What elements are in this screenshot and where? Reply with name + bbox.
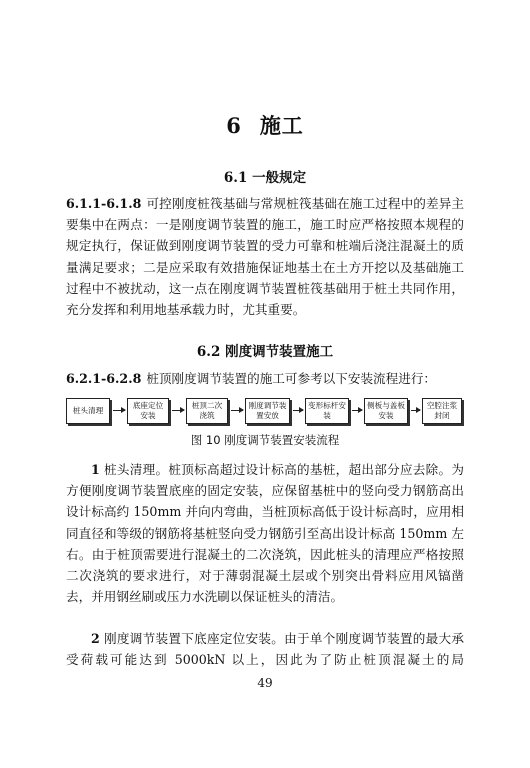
section-name: 刚度调节装置施工	[225, 344, 334, 360]
flow-step-pile-head-cleaning: 桩头清理	[66, 398, 110, 424]
section-name: 一般规定	[252, 170, 307, 186]
list-item-1	[66, 459, 464, 607]
flow-arrow	[113, 410, 125, 411]
item-text: 桩头清理。桩顶标高超过设计标高的基桩，超出部分应去除。为方便刚度调节装置底座的固定安装，应保留基桩中的竖向受力钢筋高出设计标高约 150mm 并向内弯曲，当桩顶标高低于设计标高时，应用相同直径和等级的钢筋将基桩竖向受力钢筋引至高出设计标高 150mm 左右。由于桩顶需要进行混凝土的二次浇筑，因此桩头的清理应严格按照二次浇筑的要求进行，对于薄弱混凝土层或个别突出骨料应用风镐凿去，并用钢丝刷或压力水洗刷以保证桩头的清洁。	[66, 462, 464, 605]
paragraph-6-1-1	[66, 193, 464, 320]
list-item-2	[66, 628, 464, 670]
chapter-name: 施工	[259, 113, 304, 138]
flow-arrow	[352, 410, 362, 411]
figure-caption: 图 10 刚度调节装置安装流程	[190, 433, 340, 447]
flow-step-plate-installation: 侧板与盖板安装	[364, 398, 408, 424]
item-number: 2	[91, 631, 100, 646]
flow-arrow	[293, 410, 303, 411]
item-text: 刚度调节装置下底座定位安装。由于单个刚度调节装置的最大承受荷载可能达到 5000kN 以上，因此为了防止桩顶混凝土的局	[66, 631, 464, 668]
clause-reference: 6.1.1-6.1.8	[66, 196, 142, 211]
section-number: 6.2	[196, 344, 221, 360]
flow-step-marker-installation: 变形标杆安装	[305, 398, 349, 424]
chapter-number: 6	[226, 113, 242, 138]
clause-reference: 6.2.1-6.2.8	[66, 371, 142, 386]
paragraph-text: 可控刚度桩筏基础与常规桩筏基础在施工过程中的差异主要集中在两点：一是刚度调节装置的施工，施工时应严格按照本规程的规定执行，保证做到刚度调节装置的受力可靠和桩端后浇注混凝土的质量满足要求；二是应采取有效措施保证地基土在土方开挖以及基础施工过程中不被扰动，这一点在刚度调节装置桩筏基础用于桩土共同作用，充分发挥和利用地基承载力时，尤其重要。	[66, 196, 464, 318]
section-number: 6.1	[223, 170, 248, 186]
flow-step-base-positioning: 底座定位安装	[127, 398, 169, 424]
flow-arrow	[231, 410, 243, 411]
flow-arrow	[172, 410, 184, 411]
paragraph-text: 桩顶刚度调节装置的施工可参考以下安装流程进行：	[146, 371, 436, 386]
flow-step-secondary-pouring: 桩顶二次浇筑	[186, 398, 228, 424]
flow-arrow	[411, 410, 420, 411]
flow-step-cavity-grouting: 空腔注浆封闭	[422, 398, 462, 424]
installation-flowchart	[66, 398, 464, 426]
item-number: 1	[91, 462, 100, 477]
page-number: 49	[257, 676, 273, 690]
section-title-6-1	[0, 166, 530, 186]
paragraph-6-2-1	[66, 368, 464, 389]
chapter-title	[0, 110, 530, 140]
section-title-6-2	[0, 340, 530, 360]
flow-step-device-placement: 刚度调节装置安放	[245, 398, 290, 424]
